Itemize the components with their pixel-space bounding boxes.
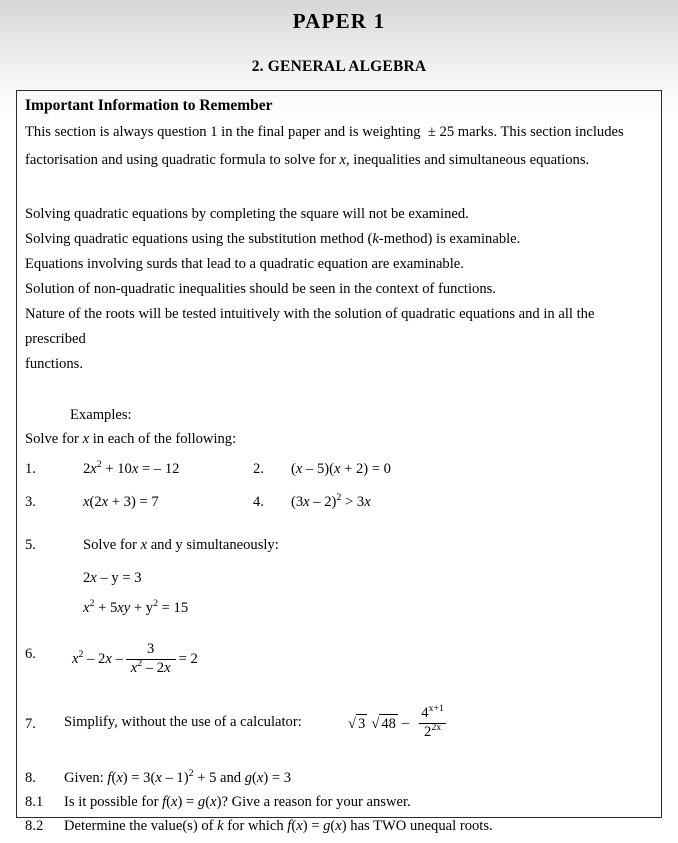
question-number-8: 8. — [25, 770, 36, 787]
question-number-6: 6. — [25, 646, 36, 663]
question-5-equation-1: 2x – y = 3 — [83, 570, 142, 587]
question-row-8 — [25, 770, 653, 791]
question-body-1: $2x^2 + 10x$ = – 12 — [83, 459, 180, 478]
question-5-equation-2: $x^2 + 5xy + y^2 = 15$ — [83, 598, 189, 617]
question-number-7: 7. — [25, 716, 36, 733]
examples-instruction: Solve for x in each of the following: — [25, 431, 237, 448]
question-row-8-1 — [25, 794, 653, 815]
statement-item-continuation: functions. — [25, 356, 83, 373]
question-body-6 — [72, 642, 198, 676]
question-number-4: 4. — [253, 494, 264, 511]
question-6-fraction — [126, 642, 176, 676]
question-row-8-2 — [25, 818, 653, 839]
question-number-1: 1. — [25, 461, 36, 478]
fraction-numerator: $4^{x+1}$ — [421, 703, 445, 722]
statement-item: Solution of non-quadratic inequalities should be seen in the context of functions. — [25, 281, 496, 298]
question-row-3-4 — [25, 494, 653, 514]
page-title: PAPER 1 — [292, 9, 386, 33]
section-title: 2. GENERAL ALGEBRA — [251, 58, 427, 76]
question-6-lhs: $x^2 - 2x$ – — [72, 648, 123, 667]
statement-item: Solving quadratic equations by completing the square will not be examined. — [25, 205, 469, 222]
fraction-denominator: $x^2 - 2x$ — [126, 659, 176, 676]
question-6-rhs: = 2 — [178, 650, 198, 667]
fraction-denominator: $2^{2x}$ — [419, 723, 446, 740]
minus-operator: – — [401, 714, 410, 731]
statement-item: Solving quadratic equations using the substitution method (k-method) is examinable. — [25, 230, 521, 247]
question-7-expression — [346, 703, 452, 740]
question-body-3: x(2x + 3) = 7 — [83, 494, 159, 511]
sqrt-icon: √ 3 — [348, 715, 366, 732]
question-number-2: 2. — [253, 461, 264, 478]
statement-item: Nature of the roots will be tested intuitively with the solution of quadratic equations and in all the prescribed — [25, 306, 595, 348]
question-row-6 — [25, 634, 653, 680]
question-body-5: Solve for x and y simultaneously: — [83, 537, 279, 554]
question-body-8: Given: f(x) = 3(x – 1)$^2$ + 5 and g(x) = 3 — [64, 768, 292, 787]
important-information-box — [16, 90, 662, 835]
question-number-3: 3. — [25, 494, 36, 511]
statement-item: Equations involving surds that lead to a quadratic equation are examinable. — [25, 256, 464, 273]
question-body-2: (x – 5)(x + 2) = 0 — [291, 461, 391, 478]
question-body-8-2: Determine the value(s) of k for which f(x) = g(x) has TWO unequal roots. — [64, 818, 493, 835]
question-7-fraction — [416, 703, 449, 740]
question-number-5: 5. — [25, 537, 36, 554]
question-row-7 — [25, 704, 653, 748]
radicand-2: 48 — [381, 715, 396, 732]
question-row-5 — [25, 537, 653, 557]
question-number-8-2: 8.2 — [25, 818, 44, 835]
radicand-1: 3 — [358, 715, 366, 732]
question-8-block — [25, 770, 653, 839]
question-body-8-1: Is it possible for f(x) = g(x)? Give a reason for your answer. — [64, 794, 411, 811]
info-box-heading: Important Information to Remember — [25, 97, 273, 114]
examples-label: Examples: — [70, 407, 132, 424]
question-body-7: Simplify, without the use of a calculator: — [64, 714, 302, 731]
sqrt-icon: √ 48 — [371, 715, 396, 732]
question-row-1-2 — [25, 461, 653, 481]
info-box-statement-list — [25, 202, 653, 378]
info-box-intro-paragraph: This section is always question 1 in the final paper and is weighting ± 25 marks. This section includes factorisation and using quadratic formula to solve for x, inequalities and simultaneous equations. — [25, 123, 624, 169]
question-body-4: (3x – 2)$^2$ > 3x — [291, 492, 371, 511]
fraction-numerator: 3 — [147, 641, 155, 658]
question-number-8-1: 8.1 — [25, 794, 44, 811]
